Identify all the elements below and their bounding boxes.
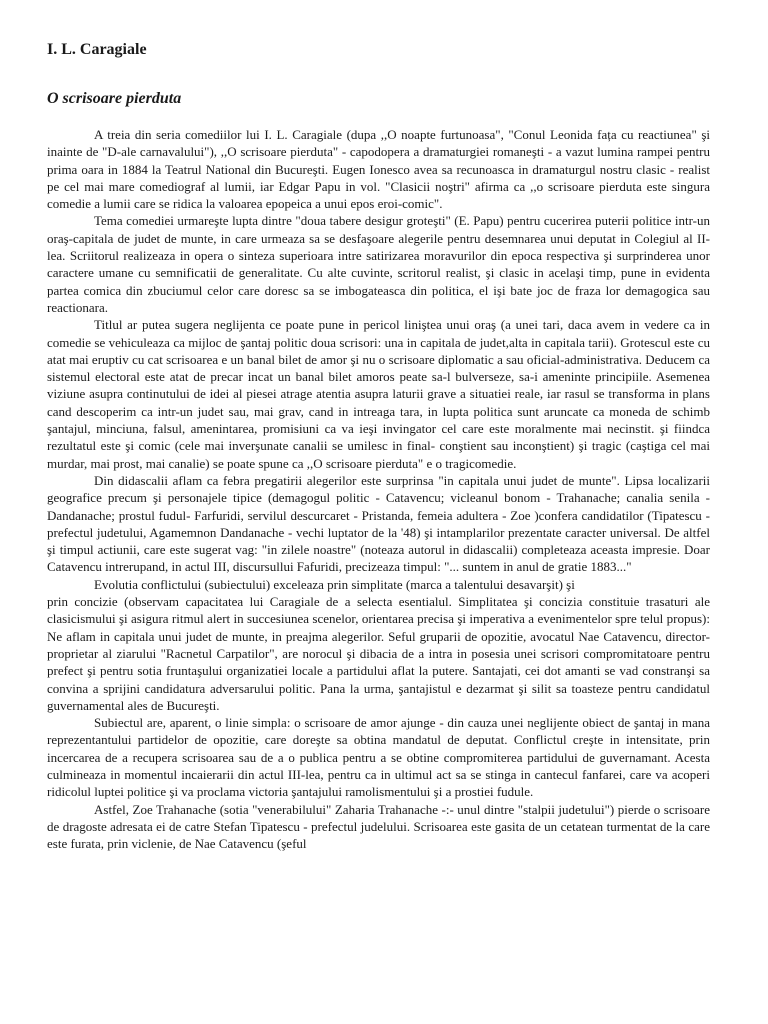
author-heading: I. L. Caragiale — [47, 41, 147, 58]
paragraph: Titlul ar putea sugera neglijenta ce poate pune in pericol liniştea unui oraş (a unei tari, daca avem in vedere ca in comedie se vehiculeaza ca mijloc de şantaj politic doua scrisori: una in capitala de judet,alta in capitala tarii). Grotescul este cu atat mai eruptiv cu cat scrisoarea e un banal bilet de amor şi nu o scrisoare diplomatic a sau oficial-administrativa. Deducem ca sistemul electoral este atat de precar incat un banal bilet amoros peate sa-l bulverseze, sa-i ameninte principiile. Asemenea viziune asupra continutului de idei al piesei atrage atentia asupra laturii grave a situatiei reale, iar rasul se transforma in plans cand descoperim ca intr-un judet sau, mai grav, cand in intreaga tara, in lupta politica sunt aruncate ca moneda de schimb şantajul, minciuna, falsul, amenintarea, promisiuni ca va ieşi invingator cel care este moralmente mai necinstit. şi fiindca rezultatul este şi comic (cele mai inverşunate canalii se umilesc in final- conştient sau inconştient) şi tragic (caştiga cel mai murdar, mai prost, mai canalie) se poate spune ca ,,O scrisoare pierduta" e o tragicomedie. — [47, 317, 710, 471]
work-title: O scrisoare pierduta — [47, 90, 182, 107]
paragraph-continuation: prin concizie (observam capacitatea lui Caragiale de a selecta esentialul. Simplitatea şi concizia constituie trasaturi ale clasicismului şi asigura ritmul alert in succesiunea scenelor, orientarea precisa şi imperativa a evenimentelor spre telul propus): Ne aflam in capitala unui judet de munte, in preajma alegerilor. Seful gruparii de opozitie, avocatul Nae Catavencu, director-proprietar al ziarului "Racnetul Carpatilor", are norocul şi dibacia de a intra in posesia unei scrisori compromitatoare pentru prefect şi pentru sotia fruntaşului organizatiei locale a partidului aflat la putere. Santajati, cei dot amanti se vad constranşi sa convina a sprijini candidatura adversarului politic. Pana la urma, şantajistul e dezarmat şi silit sa toasteze pentru candidatul guvernamental ales de Bucureşti. — [47, 594, 710, 713]
paragraph: Din didascalii aflam ca febra pregatirii alegerilor este surprinsa "in capitala unui judet de munte". Lipsa localizarii geografice precum şi personajele tipice (demagogul politic - Catavencu; vicleanul bonom - Trahanache; canalia senila - Dandanache; prostul fudul- Farfuridi, servilul descurcaret - Pristanda, femeia adultera - Zoe )confera candidatilor (Tipatescu - prefectul judetului, Agamemnon Dandanache - vechi luptator de la '48) şi intamplarilor prezentate caracter universal. De altfel şi timpul actiunii, care este sugerat vag: "in zilele noastre" (noteaza autorul in didascalii) completeaza aceasta impresie. Doar Catavencu intrerupand, in actul III, discursullui Fafuridi, precizeaza timpul: "... suntem in anul de gratie 1883..." — [47, 472, 710, 575]
paragraph: Astfel, Zoe Trahanache (sotia "venerabilului" Zaharia Trahanache -:- unul dintre "stalpii judetului") pierde o scrisoare de dragoste adresata ei de catre Stefan Tipatescu - prefectul judelului. Scrisoarea este gasita de un cetatean turmentat de la care este furata, prin viclenie, de Nae Catavencu (şeful — [47, 801, 710, 852]
paragraph: A treia din seria comediilor lui I. L. Caragiale (dupa ,,O noapte furtunoasa", "Conul Leonida fața cu reactiunea" şi inainte de "D-ale carnavalului"), ,,O scrisoare pierduta" - capodopera a dramaturgiei romaneşti - a vazut lumina rampei pentru prima oara in 1884 la Teatrul National din Bucureşti. Eugen Ionesco avea sa recunoasca in dramaturgul nostru clasic - realist pe cel mai mare comediograf al lumii, iar Edgar Papu in vol. "Clasicii noştri" afirma ca ,,o scrisoare pierduta este singura comedie a lumii care se ridica la valoarea epopeica a unui epos eroi-comic". — [47, 127, 710, 212]
paragraph: Subiectul are, aparent, o linie simpla: o scrisoare de amor ajunge - din cauza unei neglijente obiect de şantaj in mana reprezentantului partidelor de opozitie, care doreşte sa obtina mandatul de deputat. Conflictul creşte in intensitate, prin incercarea de a recupera scrisoarea sau de a o publica pentru a se obtine compromiterea partidului de guvernamant. Acesta culmineaza in momentul incaierarii din actul III-lea, pentru ca in ultimul act sa se stinga in cantecul fanfarei, care va acoperi ridicolul luptei politice şi va proclama victoria şantajului ramolismentului şi a prostiei fudule. — [47, 715, 710, 800]
paragraph: Evolutia conflictului (subiectului) exceleaza prin simplitate (marca a talentului desavarşit) şi — [94, 576, 575, 592]
paragraph: Tema comediei urmareşte lupta dintre "doua tabere desigur groteşti" (E. Papu) pentru cucerirea puterii politice intr-un oraş-capitala de judet de munte, in care urmeaza sa se desfaşoare alegerile pentru desemnarea unui deputat in Colegiul al II-lea. Scriitorul realizeaza in opera o sinteza superioara intre satirizarea moravurilor din epoca respectiva şi surprinderea unor caractere umane cu semnificatii de generalitate. Cu alte cuvinte, scritorul realist, şi clasic in acelaşi timp, pune in evidenta partea comica din zbuciumul celor care doresc sa se imbogateasca din politica, el işi bate joc de fraza lor demagogica sau reactionara. — [47, 213, 710, 315]
document-body — [47, 126, 710, 852]
